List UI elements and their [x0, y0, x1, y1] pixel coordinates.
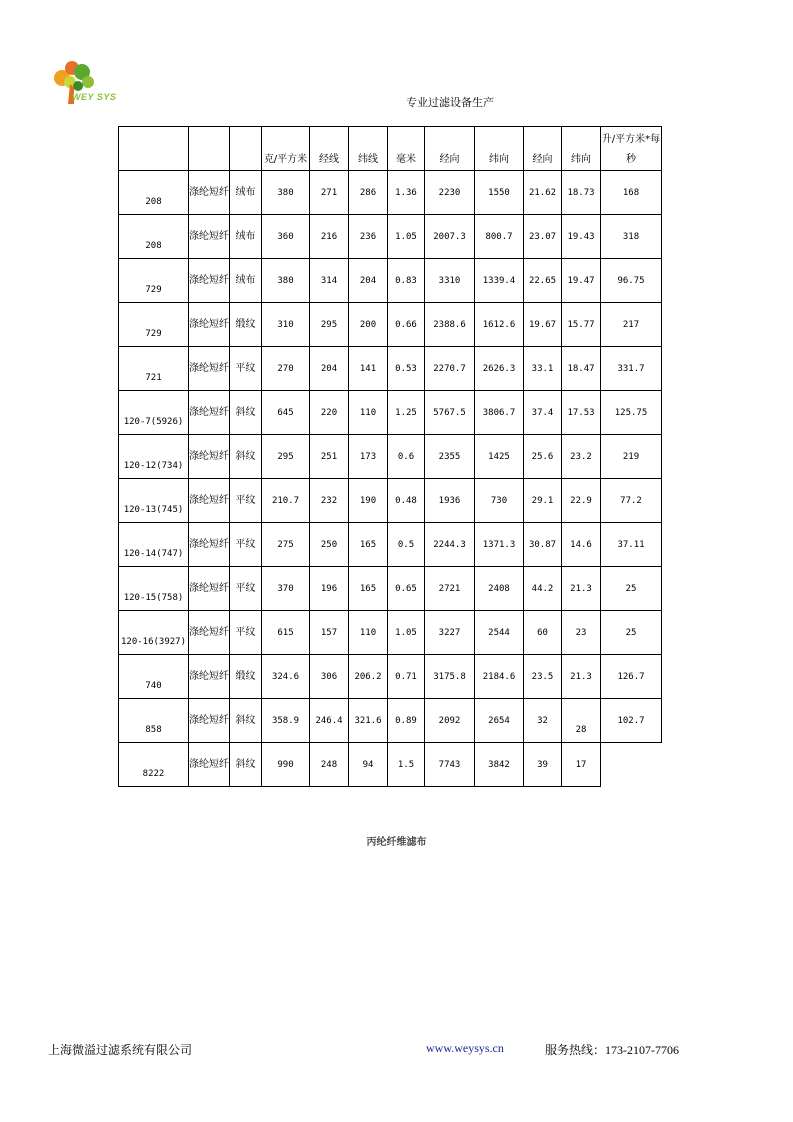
cell-weave: 斜纹: [230, 699, 262, 743]
cell-model: 740: [119, 655, 189, 699]
cell-air-permeability: [601, 743, 662, 787]
cell-weft-strength: 800.7: [475, 215, 524, 259]
cell-thickness: 0.53: [388, 347, 425, 391]
cell-weft-elongation: 28: [562, 699, 601, 743]
cell-weave: 斜纹: [230, 743, 262, 787]
cell-weft-density: 206.2: [349, 655, 388, 699]
cell-air-permeability: 96.75: [601, 259, 662, 303]
hotline-number: 173-2107-7706: [605, 1043, 680, 1057]
cell-warp-density: 314: [310, 259, 349, 303]
cell-model: 208: [119, 215, 189, 259]
table-row: [119, 259, 662, 303]
cell-material: 涤纶短纤: [189, 567, 230, 611]
table-row: [119, 171, 662, 215]
cell-air-permeability: 125.75: [601, 391, 662, 435]
cell-model: 120-15(758): [119, 567, 189, 611]
cell-material: 涤纶短纤: [189, 347, 230, 391]
cell-weft-elongation: 23: [562, 611, 601, 655]
cell-weave: 斜纹: [230, 391, 262, 435]
cell-weight: 990: [262, 743, 310, 787]
cell-weight: 295: [262, 435, 310, 479]
service-hotline: [545, 1041, 679, 1058]
cell-weight: 210.7: [262, 479, 310, 523]
cell-weight: 358.9: [262, 699, 310, 743]
cell-warp-elongation: 25.6: [524, 435, 562, 479]
cell-air-permeability: 168: [601, 171, 662, 215]
cell-warp-strength: 2007.3: [425, 215, 475, 259]
cell-warp-strength: 2355: [425, 435, 475, 479]
cell-weft-elongation: 19.47: [562, 259, 601, 303]
table-row: [119, 479, 662, 523]
cell-weft-density: 141: [349, 347, 388, 391]
cell-thickness: 1.36: [388, 171, 425, 215]
cell-thickness: 0.65: [388, 567, 425, 611]
cell-weight: 615: [262, 611, 310, 655]
cell-model: 858: [119, 699, 189, 743]
table-row: [119, 743, 662, 787]
cell-model: 729: [119, 259, 189, 303]
cell-weave: 平纹: [230, 347, 262, 391]
cell-model: 120-12(734): [119, 435, 189, 479]
cell-air-permeability: 331.7: [601, 347, 662, 391]
cell-warp-elongation: 30.87: [524, 523, 562, 567]
header-warp-elongation: 经向: [524, 127, 562, 171]
cell-warp-density: 250: [310, 523, 349, 567]
header-warp-density: 经线: [310, 127, 349, 171]
cell-warp-elongation: 29.1: [524, 479, 562, 523]
cell-warp-strength: 2230: [425, 171, 475, 215]
header-model: [119, 127, 189, 171]
cell-warp-elongation: 19.67: [524, 303, 562, 347]
table-row: [119, 215, 662, 259]
cell-warp-elongation: 39: [524, 743, 562, 787]
cell-warp-density: 196: [310, 567, 349, 611]
cell-weft-density: 110: [349, 611, 388, 655]
cell-weave: 平纹: [230, 523, 262, 567]
cell-warp-strength: 7743: [425, 743, 475, 787]
section-title: 丙纶纤维滤布: [366, 837, 427, 848]
cell-warp-strength: 3175.8: [425, 655, 475, 699]
cell-warp-elongation: 37.4: [524, 391, 562, 435]
cell-weave: 斜纹: [230, 435, 262, 479]
cell-thickness: 1.5: [388, 743, 425, 787]
cell-thickness: 0.48: [388, 479, 425, 523]
cell-weight: 324.6: [262, 655, 310, 699]
cell-weft-strength: 2654: [475, 699, 524, 743]
cell-air-permeability: 217: [601, 303, 662, 347]
cell-thickness: 0.89: [388, 699, 425, 743]
cell-weft-density: 236: [349, 215, 388, 259]
cell-air-permeability: 25: [601, 611, 662, 655]
cell-thickness: 1.05: [388, 215, 425, 259]
cell-model: 729: [119, 303, 189, 347]
cell-weave: 平纹: [230, 611, 262, 655]
header-weight: 克/平方米: [262, 127, 310, 171]
hotline-label: 服务热线：: [545, 1043, 606, 1057]
cell-warp-strength: 2388.6: [425, 303, 475, 347]
cell-weave: 绒布: [230, 259, 262, 303]
header-weft-strength: 纬向: [475, 127, 524, 171]
cell-weight: 270: [262, 347, 310, 391]
cell-material: 涤纶短纤: [189, 391, 230, 435]
cell-warp-strength: 2270.7: [425, 347, 475, 391]
header-thickness: 毫米: [388, 127, 425, 171]
cell-weft-strength: 3806.7: [475, 391, 524, 435]
cell-weft-strength: 1612.6: [475, 303, 524, 347]
cell-weft-density: 165: [349, 523, 388, 567]
cell-weft-density: 110: [349, 391, 388, 435]
cell-weft-density: 200: [349, 303, 388, 347]
cell-material: 涤纶短纤: [189, 699, 230, 743]
cell-model: 120-13(745): [119, 479, 189, 523]
cell-weft-elongation: 19.43: [562, 215, 601, 259]
cell-weft-strength: 1425: [475, 435, 524, 479]
page-tagline: 专业过滤设备生产: [406, 96, 494, 109]
cell-model: 8222: [119, 743, 189, 787]
cell-model: 120-7(5926): [119, 391, 189, 435]
cell-weft-strength: 1339.4: [475, 259, 524, 303]
cell-warp-density: 204: [310, 347, 349, 391]
cell-model: 120-16(3927): [119, 611, 189, 655]
table-row: [119, 303, 662, 347]
logo-text: WEY SYS: [72, 92, 117, 102]
cell-weft-strength: 2544: [475, 611, 524, 655]
cell-warp-elongation: 23.07: [524, 215, 562, 259]
cell-air-permeability: 37.11: [601, 523, 662, 567]
cell-weft-density: 165: [349, 567, 388, 611]
cell-weave: 缎纹: [230, 655, 262, 699]
cell-thickness: 0.6: [388, 435, 425, 479]
cell-material: 涤纶短纤: [189, 479, 230, 523]
cell-air-permeability: 102.7: [601, 699, 662, 743]
cell-warp-density: 251: [310, 435, 349, 479]
cell-thickness: 0.66: [388, 303, 425, 347]
cell-warp-strength: 3227: [425, 611, 475, 655]
cell-weight: 310: [262, 303, 310, 347]
cell-weft-elongation: 14.6: [562, 523, 601, 567]
filter-cloth-spec-table: [118, 126, 662, 787]
cell-thickness: 0.83: [388, 259, 425, 303]
cell-air-permeability: 126.7: [601, 655, 662, 699]
cell-weight: 380: [262, 259, 310, 303]
cell-weave: 平纹: [230, 479, 262, 523]
cell-warp-density: 271: [310, 171, 349, 215]
cell-weft-strength: 1550: [475, 171, 524, 215]
table-row: [119, 523, 662, 567]
cell-weft-strength: 1371.3: [475, 523, 524, 567]
table-row: [119, 611, 662, 655]
website-link[interactable]: www.weysys.cn: [426, 1041, 504, 1055]
cell-weft-density: 94: [349, 743, 388, 787]
cell-material: 涤纶短纤: [189, 655, 230, 699]
cell-warp-elongation: 23.5: [524, 655, 562, 699]
cell-weft-elongation: 17: [562, 743, 601, 787]
header-weave: [230, 127, 262, 171]
header-warp-strength: 经向: [425, 127, 475, 171]
cell-warp-density: 295: [310, 303, 349, 347]
cell-weft-elongation: 21.3: [562, 567, 601, 611]
cell-material: 涤纶短纤: [189, 303, 230, 347]
cell-weft-elongation: 18.47: [562, 347, 601, 391]
header-weft-density: 纬线: [349, 127, 388, 171]
cell-weave: 缎纹: [230, 303, 262, 347]
cell-warp-density: 157: [310, 611, 349, 655]
cell-air-permeability: 318: [601, 215, 662, 259]
cell-air-permeability: 219: [601, 435, 662, 479]
cell-weight: 645: [262, 391, 310, 435]
cell-thickness: 0.5: [388, 523, 425, 567]
cell-warp-elongation: 22.65: [524, 259, 562, 303]
cell-warp-elongation: 60: [524, 611, 562, 655]
cell-warp-density: 220: [310, 391, 349, 435]
table-row: [119, 567, 662, 611]
cell-weft-elongation: 22.9: [562, 479, 601, 523]
cell-air-permeability: 25: [601, 567, 662, 611]
cell-warp-strength: 2092: [425, 699, 475, 743]
cell-material: 涤纶短纤: [189, 743, 230, 787]
header-air-permeability: 升/平方米*每秒: [601, 127, 662, 171]
cell-warp-elongation: 44.2: [524, 567, 562, 611]
header-material: [189, 127, 230, 171]
cell-material: 涤纶短纤: [189, 171, 230, 215]
cell-weft-density: 321.6: [349, 699, 388, 743]
cell-weft-elongation: 15.77: [562, 303, 601, 347]
cell-weight: 275: [262, 523, 310, 567]
cell-weight: 380: [262, 171, 310, 215]
cell-weft-strength: 2184.6: [475, 655, 524, 699]
table-row: [119, 699, 662, 743]
cell-model: 120-14(747): [119, 523, 189, 567]
company-name: 上海微溢过滤系统有限公司: [48, 1043, 193, 1057]
cell-model: 208: [119, 171, 189, 215]
cell-weft-elongation: 21.3: [562, 655, 601, 699]
table-row: [119, 435, 662, 479]
cell-weft-density: 173: [349, 435, 388, 479]
cell-weft-strength: 3842: [475, 743, 524, 787]
table-header-row: [119, 127, 662, 171]
cell-weft-density: 286: [349, 171, 388, 215]
cell-warp-density: 248: [310, 743, 349, 787]
table-row: [119, 391, 662, 435]
cell-warp-strength: 2244.3: [425, 523, 475, 567]
cell-warp-density: 306: [310, 655, 349, 699]
cell-weft-density: 204: [349, 259, 388, 303]
cell-warp-strength: 3310: [425, 259, 475, 303]
cell-warp-strength: 1936: [425, 479, 475, 523]
cell-material: 涤纶短纤: [189, 523, 230, 567]
cell-weft-strength: 2626.3: [475, 347, 524, 391]
cell-air-permeability: 77.2: [601, 479, 662, 523]
cell-weft-strength: 2408: [475, 567, 524, 611]
cell-warp-elongation: 33.1: [524, 347, 562, 391]
cell-model: 721: [119, 347, 189, 391]
cell-warp-elongation: 21.62: [524, 171, 562, 215]
cell-weight: 360: [262, 215, 310, 259]
cell-weft-strength: 730: [475, 479, 524, 523]
cell-thickness: 1.25: [388, 391, 425, 435]
cell-warp-strength: 5767.5: [425, 391, 475, 435]
cell-warp-strength: 2721: [425, 567, 475, 611]
cell-warp-density: 216: [310, 215, 349, 259]
cell-warp-density: 246.4: [310, 699, 349, 743]
table-row: [119, 655, 662, 699]
header-weft-elongation: 纬向: [562, 127, 601, 171]
table-row: [119, 347, 662, 391]
cell-material: 涤纶短纤: [189, 435, 230, 479]
cell-warp-elongation: 32: [524, 699, 562, 743]
cell-weft-density: 190: [349, 479, 388, 523]
cell-weave: 平纹: [230, 567, 262, 611]
cell-weave: 绒布: [230, 171, 262, 215]
cell-weight: 370: [262, 567, 310, 611]
cell-material: 涤纶短纤: [189, 215, 230, 259]
cell-warp-density: 232: [310, 479, 349, 523]
cell-thickness: 0.71: [388, 655, 425, 699]
cell-weft-elongation: 23.2: [562, 435, 601, 479]
cell-material: 涤纶短纤: [189, 259, 230, 303]
cell-weft-elongation: 18.73: [562, 171, 601, 215]
cell-weft-elongation: 17.53: [562, 391, 601, 435]
cell-weave: 绒布: [230, 215, 262, 259]
cell-thickness: 1.05: [388, 611, 425, 655]
cell-material: 涤纶短纤: [189, 611, 230, 655]
